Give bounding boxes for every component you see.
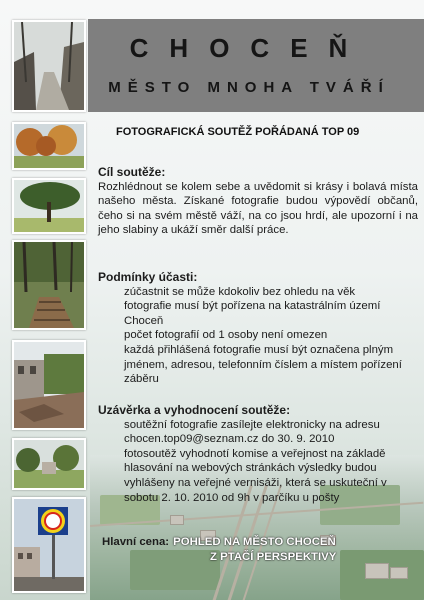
ruined-building-icon — [14, 342, 84, 428]
goal-text: Rozhlédnout se kolem sebe a uvědomit si krásy i bolavá místa našeho města. Získané fotografie budou výpovědí občanů, čeho si na svém městě váží, na co jsou hrdí, ale upozorní i na jeho slabiny a ukáží směr další práce. — [98, 180, 418, 237]
conditions-item: zúčastnit se může kdokoliv bez ohledu na věk — [124, 285, 356, 298]
forest-steps-icon — [14, 242, 84, 328]
photo-strip — [0, 0, 97, 600]
street-view-icon — [14, 440, 84, 488]
deadline-heading: Uzávěrka a vyhodnocení soutěže: — [98, 403, 291, 417]
prize-label: Hlavní cena: — [102, 536, 170, 548]
conditions-heading: Podmínky účasti: — [98, 270, 198, 284]
deadline-item: soutěžní fotografie zasílejte elektronicky na adresu chocen.top09@seznam.cz do 30. 9. 2010 — [124, 418, 380, 446]
goal-section — [98, 165, 418, 238]
header-band — [88, 19, 424, 112]
conditions-section — [98, 270, 418, 387]
conditions-item: každá přihlášená fotografie musí být označena plným jménem, adresou, telefonním číslem a místem pořízení záběru — [124, 343, 402, 386]
prize-section — [98, 535, 418, 564]
park-tree-icon — [14, 180, 84, 232]
lidl-sign-photo — [12, 497, 86, 593]
street-view-photo — [12, 438, 86, 490]
page-subtitle: MĚSTO MNOHA TVÁŘÍ — [108, 79, 390, 96]
goal-heading: Cíl soutěže: — [98, 165, 166, 179]
forest-path-icon — [14, 22, 84, 110]
contest-title: FOTOGRAFICKÁ SOUTĚŽ POŘÁDANÁ TOP 09 — [116, 126, 360, 138]
conditions-item: počet fotografií od 1 osoby není omezen — [124, 329, 328, 342]
prize-value-line2: Z PTAČÍ PERSPEKTIVY — [210, 550, 337, 563]
deadline-section — [98, 403, 418, 505]
page-title: CHOCEŇ — [129, 33, 369, 63]
prize-value-line1: POHLED NA MĚSTO CHOCEŇ — [173, 536, 336, 548]
ruined-building-photo — [12, 340, 86, 430]
deadline-item: fotosoutěž vyhodnotí komise a veřejnost na základě hlasování na webových stránkách výsledky budou vyhlášeny na veřejné vernisáži, která se uskuteční v sobotu 2. 10. 2010 od 9h v parčíku u pošty — [124, 447, 387, 504]
conditions-item: fotografie musí být pořízena na katastrálním území Choceň — [124, 300, 381, 327]
park-tree-photo — [12, 178, 86, 234]
autumn-trees-photo — [12, 122, 86, 170]
autumn-trees-icon — [14, 124, 84, 168]
forest-path-photo — [12, 20, 86, 112]
lidl-sign-icon — [14, 499, 84, 591]
forest-steps-photo — [12, 240, 86, 330]
